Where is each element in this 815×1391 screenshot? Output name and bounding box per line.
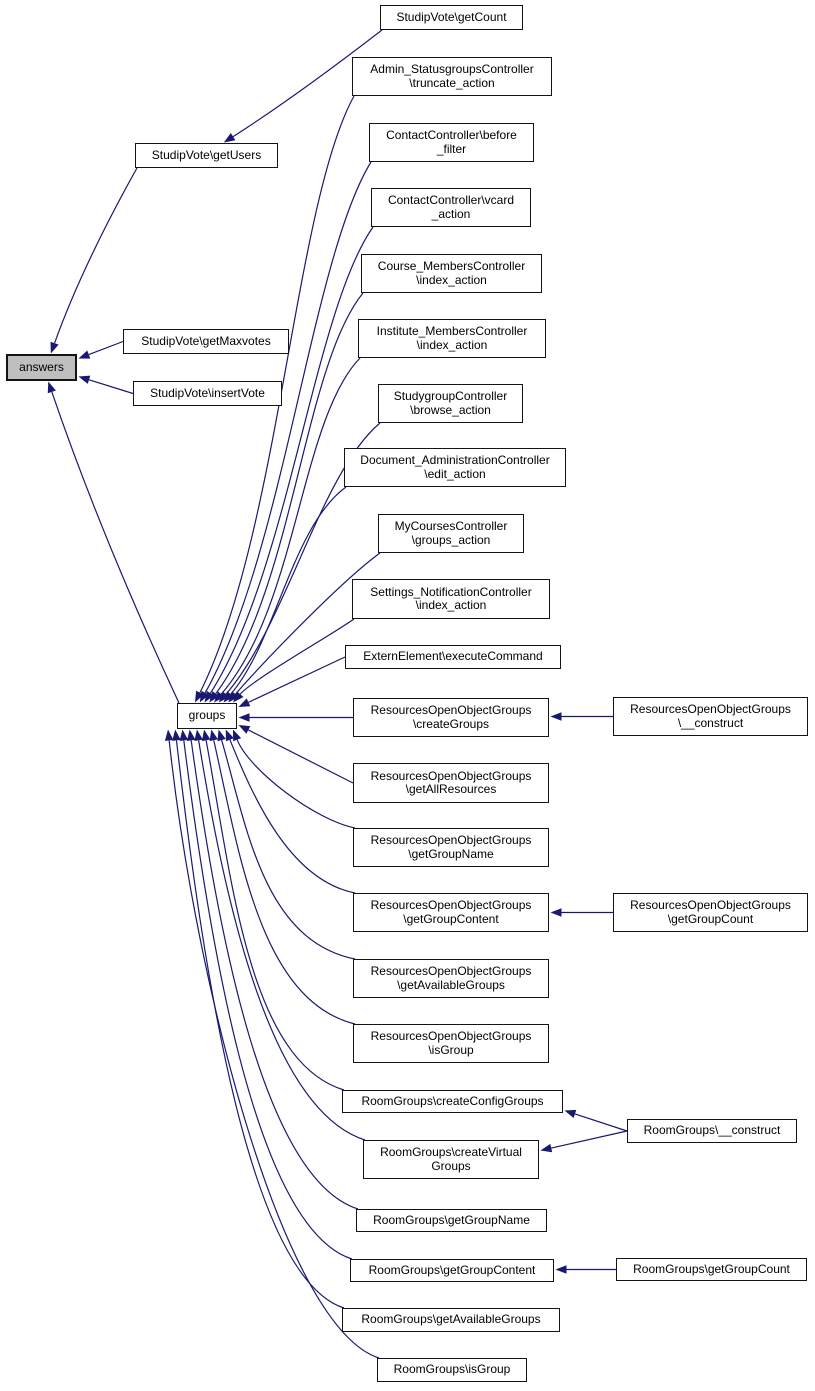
arrowhead-rg_getAvailableGroups-groups [172,730,181,741]
arrowhead-res_createGroups-groups [239,713,250,722]
node-label: RoomGroups\getGroupCount [633,1261,790,1276]
node-label: \isGroup [428,1042,474,1057]
arrowhead-res_getGroupName-groups [233,730,241,742]
arrowhead-rg_createVirtualGroups-groups [194,730,202,742]
arrowhead-res_isGroup-groups [210,730,218,742]
arrowhead-res_getGroupContent-groups [226,730,234,742]
node-label: Admin_StatusgroupsController [370,62,534,76]
node-label: \groups_action [411,532,491,547]
arrowhead-rg_isGroup-groups [165,730,174,741]
node-label: \getAllResources [405,782,497,796]
node-label: StudipVote\getCount [396,9,507,24]
node-label: StudipVote\insertVote [150,385,265,400]
arrowhead-getCount-getUsers [224,133,236,143]
node-rg_isGroup[interactable] [377,1358,527,1382]
node-label: RoomGroups\getAvailableGroups [361,1312,541,1327]
node-res_getAllResources[interactable] [353,763,549,803]
node-res_getGroupCount[interactable] [613,893,808,932]
arrowhead-res_getAllResources-groups [239,725,251,734]
arrowhead-rg_getGroupCount-rg_getGroupContent [556,1265,567,1274]
node-label: \getGroupCount [667,911,754,926]
node-rg_getGroupContent[interactable] [350,1259,554,1282]
node-label: ResourcesOpenObjectGroups [370,1029,532,1043]
node-res_construct[interactable] [613,697,808,736]
node-admin_truncate[interactable] [352,57,552,96]
node-label: _filter [436,141,467,156]
edge-institute_index-groups [221,358,360,694]
node-mycourses_groups[interactable] [378,514,524,553]
node-label: StudipVote\getMaxvotes [141,333,271,348]
arrowhead-rg_construct-rg_createConfigGroups [565,1110,577,1118]
edge-getMaxvotes-answers [89,342,123,355]
node-res_createGroups[interactable] [353,698,549,737]
node-label: ResourcesOpenObjectGroups [370,703,532,717]
node-label: StudygroupController [393,389,508,403]
node-label: \getGroupName [408,846,494,861]
node-course_index[interactable] [361,254,542,293]
node-label: \truncate_action [409,75,495,90]
edge-getUsers-answers [55,168,137,343]
edge-contact_before-groups [205,162,371,693]
arrowhead-res_getAvailableGroups-groups [217,730,225,742]
node-label: RoomGroups\createConfigGroups [361,1093,544,1108]
arrowhead-insertVote-answers [79,376,91,384]
node-label: Settings_NotificationController [370,584,532,599]
node-contact_vcard[interactable] [371,188,531,227]
edge-settings_index-groups [240,619,354,694]
arrowhead-res_getGroupCount-res_getGroupContent [551,908,562,917]
node-label: \index_action [415,598,487,612]
edge-res_getGroupName-groups [237,740,355,828]
node-label: ContactController\vcard [387,193,515,207]
node-rg_getAvailableGroups[interactable] [342,1308,560,1332]
arrowhead-groups-answers [48,382,56,394]
arrowhead-rg_getGroupName-groups [187,730,196,741]
edge-mycourses_groups-groups [235,553,380,694]
edge-rg_getGroupName-groups [191,740,358,1209]
node-groups[interactable] [177,703,237,729]
node-label: groups [188,708,226,723]
node-settings_index[interactable] [352,579,550,619]
edge-res_getAllResources-groups [248,730,353,783]
node-label: \index_action [416,337,488,352]
node-extern_execute[interactable] [345,645,561,669]
edge-groups-answers [52,392,179,703]
node-res_getGroupContent[interactable] [353,893,549,932]
arrowhead-getMaxvotes-answers [79,351,91,359]
node-label: \edit_action [424,466,486,481]
node-label: ResourcesOpenObjectGroups [370,964,532,978]
node-label: ExternElement\executeCommand [363,649,543,664]
edge-res_getGroupContent-groups [230,740,355,893]
arrowhead-getUsers-answers [51,342,59,354]
arrowhead-rg_construct-rg_createVirtualGroups [541,1144,553,1152]
node-label: ResourcesOpenObjectGroups [370,833,532,847]
node-studygroup_browse[interactable] [378,384,523,423]
arrowhead-res_construct-res_createGroups [551,712,562,721]
node-label: Document_AdministrationController [360,453,550,467]
node-rg_createVirtualGroups[interactable] [363,1140,539,1179]
node-label: RoomGroups\isGroup [393,1362,511,1377]
node-label: \browse_action [410,402,491,417]
arrowhead-rg_createConfigGroups-groups [202,730,210,742]
node-getUsers[interactable] [135,143,278,168]
node-rg_getGroupCount[interactable] [616,1258,807,1281]
edge-rg_construct-rg_createConfigGroups [575,1114,627,1131]
node-label: \getGroupContent [403,911,499,926]
node-res_getGroupName[interactable] [353,828,549,867]
node-getMaxvotes[interactable] [123,329,289,354]
node-label: Groups [431,1158,471,1173]
node-label: \index_action [416,272,487,287]
node-contact_before[interactable] [369,123,534,162]
node-label: Institute_MembersController [376,324,528,338]
node-rg_getGroupName[interactable] [356,1209,547,1232]
node-getCount[interactable] [380,5,523,30]
node-label: \createGroups [412,716,490,731]
node-label: \getAvailableGroups [397,977,505,992]
node-label: RoomGroups\__construct [643,1123,781,1138]
node-label: answers [19,359,64,374]
edge-rg_construct-rg_createVirtualGroups [551,1131,627,1148]
arrowhead-rg_getGroupContent-groups [180,730,189,741]
node-label: ResourcesOpenObjectGroups [630,898,791,912]
node-institute_index[interactable] [358,319,546,358]
edge-rg_getAvailableGroups-groups [176,740,344,1308]
edge-rg_createVirtualGroups-groups [199,740,365,1140]
node-label: MyCoursesController [394,519,508,533]
node-rg_createConfigGroups[interactable] [342,1090,563,1113]
node-label: ResourcesOpenObjectGroups [370,898,532,912]
node-label: ContactController\before [386,128,517,142]
node-label: RoomGroups\getGroupName [373,1212,530,1227]
edge-rg_isGroup-groups [169,740,379,1358]
node-label: \__construct [677,715,744,730]
node-answers[interactable] [6,354,77,381]
node-label: _action [431,206,471,221]
node-label: RoomGroups\getGroupContent [368,1262,536,1277]
node-label: StudipVote\getUsers [151,147,262,162]
node-insertVote[interactable] [133,381,282,406]
node-res_getAvailableGroups[interactable] [353,959,549,998]
node-document_edit[interactable] [344,448,566,487]
edge-insertVote-answers [89,380,133,394]
node-label: ResourcesOpenObjectGroups [630,702,791,716]
node-label: ResourcesOpenObjectGroups [370,768,532,783]
node-label: Course_MembersController [377,259,526,273]
arrowhead-extern_execute-groups [239,698,251,707]
node-label: RoomGroups\createVirtual [380,1145,522,1159]
node-res_isGroup[interactable] [353,1024,549,1063]
node-rg_construct[interactable] [627,1119,797,1143]
